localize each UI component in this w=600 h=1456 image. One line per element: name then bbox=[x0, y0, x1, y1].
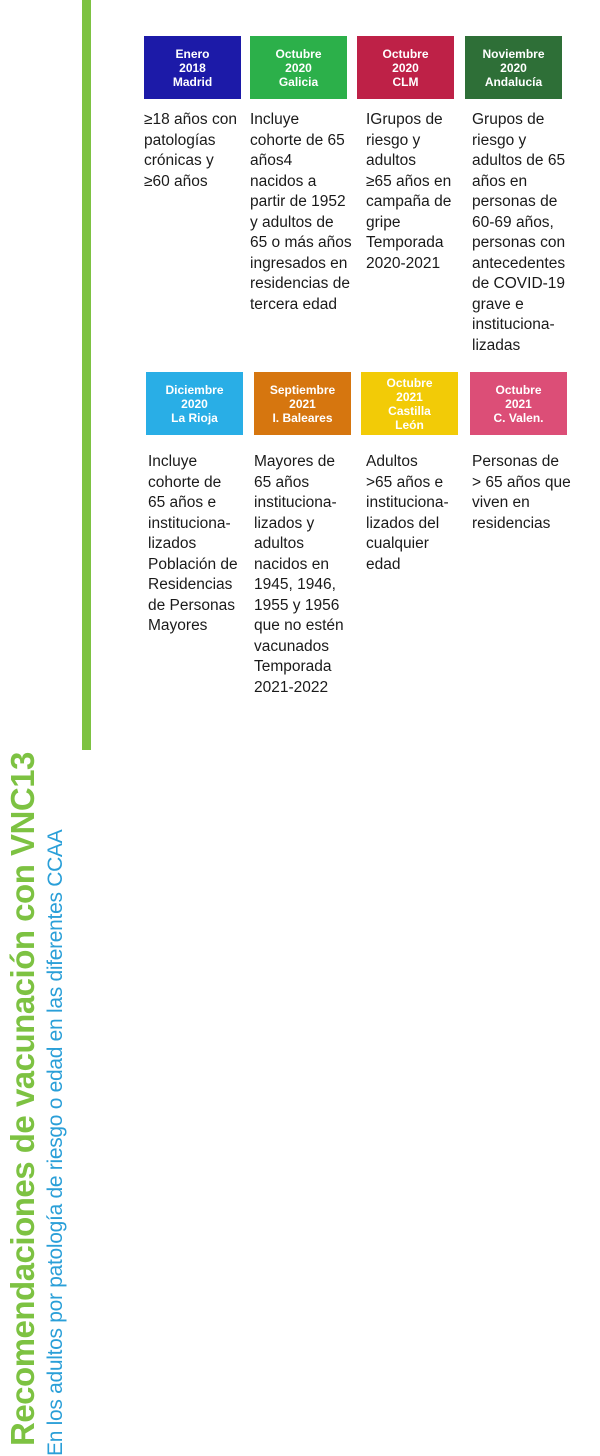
region-description-clm: IGrupos de riesgo y adultos ≥65 años en campaña de gripe Temporada 2020-2021 bbox=[366, 111, 452, 272]
page-title: Recomendaciones de vacunación con VNC13 bbox=[4, 752, 41, 1446]
region-name: La Rioja bbox=[171, 410, 218, 425]
region-description-baleares: Mayores de 65 años instituciona- lizados y adultos nacidos en 1945, 1946, 1955 y 1956 que no estén vacunados Temporada 2021-2022 bbox=[254, 453, 344, 696]
region-date: Octubre 2020 bbox=[275, 46, 322, 75]
region-name: Madrid bbox=[172, 74, 213, 89]
region-description-la-rioja: Incluye cohorte de 65 años e instituciona- lizados Población de Residencias de Personas Mayores bbox=[148, 453, 238, 634]
region-description-galicia: Incluye cohorte de 65 años4 nacidos a partir de 1952 y adultos de 65 o más años ingresados en residencias de tercera edad bbox=[250, 111, 352, 313]
region-date: Octubre 2021 bbox=[386, 375, 433, 404]
region-date: Octubre 2021 bbox=[495, 382, 542, 411]
region-date: Septiembre 2021 bbox=[269, 382, 336, 411]
region-name: Galicia bbox=[278, 74, 319, 89]
region-description-c-valenciana: Personas de > 65 años que viven en residencias bbox=[472, 453, 571, 532]
region-box-baleares bbox=[254, 372, 351, 435]
region-date: Enero 2018 bbox=[175, 46, 210, 75]
region-date: Noviembre 2020 bbox=[482, 46, 545, 75]
region-box-la-rioja bbox=[146, 372, 243, 435]
region-description-andalucia: Grupos de riesgo y adultos de 65 años en personas de 60-69 años, personas con antecedentes de COVID-19 grave e instituciona- lizadas bbox=[472, 111, 566, 354]
page-subtitle: En los adultos por patología de riesgo o edad en las diferentes CCAA bbox=[44, 829, 67, 1456]
region-date: Octubre 2020 bbox=[382, 46, 429, 75]
region-box-galicia bbox=[250, 36, 347, 99]
region-date: Diciembre 2020 bbox=[165, 382, 224, 411]
region-name: Castilla León bbox=[388, 403, 431, 432]
region-box-c-valenciana bbox=[470, 372, 567, 435]
region-box-andalucia bbox=[465, 36, 562, 99]
accent-bar bbox=[82, 0, 91, 750]
region-box-madrid bbox=[144, 36, 241, 99]
region-name: CLM bbox=[392, 74, 419, 89]
region-name: C. Valen. bbox=[493, 410, 544, 425]
region-description-madrid: ≥18 años con patologías crónicas y ≥60 años bbox=[144, 111, 237, 190]
region-box-castilla-leon bbox=[361, 372, 458, 435]
region-name: I. Baleares bbox=[272, 410, 333, 425]
region-box-clm bbox=[357, 36, 454, 99]
region-description-castilla-leon: Adultos >65 años e instituciona- lizados del cualquier edad bbox=[366, 453, 449, 573]
region-name: Andalucía bbox=[484, 74, 543, 89]
